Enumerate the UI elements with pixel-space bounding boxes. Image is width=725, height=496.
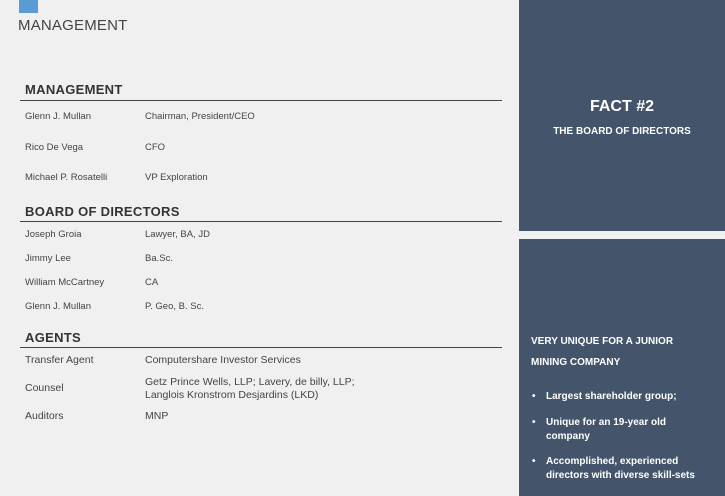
- management-name: Glenn J. Mullan: [25, 111, 92, 122]
- management-name: Michael P. Rosatelli: [25, 172, 108, 183]
- agent-type: Counsel: [25, 382, 64, 394]
- agents-divider: [20, 347, 502, 348]
- fact-title: FACT #2: [589, 98, 654, 115]
- board-credentials: CA: [145, 277, 159, 288]
- board-credentials: Lawyer, BA, JD: [145, 229, 210, 240]
- accent-tab: [19, 0, 38, 13]
- highlight-text-line1: Accomplished, experienced: [546, 456, 679, 467]
- agent-name-line2: Langlois Kronstrom Desjardins (LKD): [145, 389, 319, 401]
- fact-panel: [519, 0, 725, 231]
- bullet-icon: •: [532, 391, 536, 402]
- management-role: VP Exploration: [145, 172, 208, 183]
- agent-name: MNP: [145, 410, 169, 422]
- highlight-item: [532, 455, 717, 483]
- board-heading: BOARD OF DIRECTORS: [25, 204, 180, 219]
- board-credentials: P. Geo, B. Sc.: [145, 301, 204, 312]
- highlights-panel: [519, 239, 725, 496]
- highlights-heading-line2: MINING COMPANY: [531, 357, 621, 368]
- agent-type: Transfer Agent: [25, 354, 94, 366]
- highlight-item: [532, 416, 717, 444]
- management-divider: [20, 100, 502, 101]
- management-heading: MANAGEMENT: [25, 82, 123, 97]
- management-name: Rico De Vega: [25, 142, 84, 153]
- bullet-icon: •: [532, 456, 536, 467]
- agent-type: Auditors: [25, 410, 64, 422]
- bullet-icon: •: [532, 417, 536, 428]
- page-title: MANAGEMENT: [18, 17, 128, 34]
- management-role: Chairman, President/CEO: [145, 111, 255, 122]
- board-name: Jimmy Lee: [25, 253, 71, 264]
- board-name: Glenn J. Mullan: [25, 301, 92, 312]
- management-role: CFO: [145, 142, 166, 153]
- highlight-text-line2: directors with diverse skill-sets: [546, 470, 695, 481]
- agents-heading: AGENTS: [25, 330, 81, 345]
- fact-subtitle: THE BOARD OF DIRECTORS: [553, 126, 691, 137]
- highlight-text-line1: Largest shareholder group;: [546, 391, 677, 402]
- highlight-text-line2: company: [546, 431, 590, 442]
- agent-name: Computershare Investor Services: [145, 354, 301, 366]
- board-credentials: Ba.Sc.: [145, 253, 173, 264]
- highlight-item: [532, 390, 717, 404]
- board-divider: [20, 221, 502, 222]
- highlights-heading-line1: VERY UNIQUE FOR A JUNIOR: [531, 336, 674, 347]
- highlight-text-line1: Unique for an 19-year old: [546, 417, 667, 428]
- board-name: Joseph Groia: [25, 229, 82, 240]
- agent-name-line1: Getz Prince Wells, LLP; Lavery, de billy, LLP;: [145, 376, 355, 388]
- board-name: William McCartney: [25, 277, 105, 288]
- highlights-heading: [531, 331, 716, 373]
